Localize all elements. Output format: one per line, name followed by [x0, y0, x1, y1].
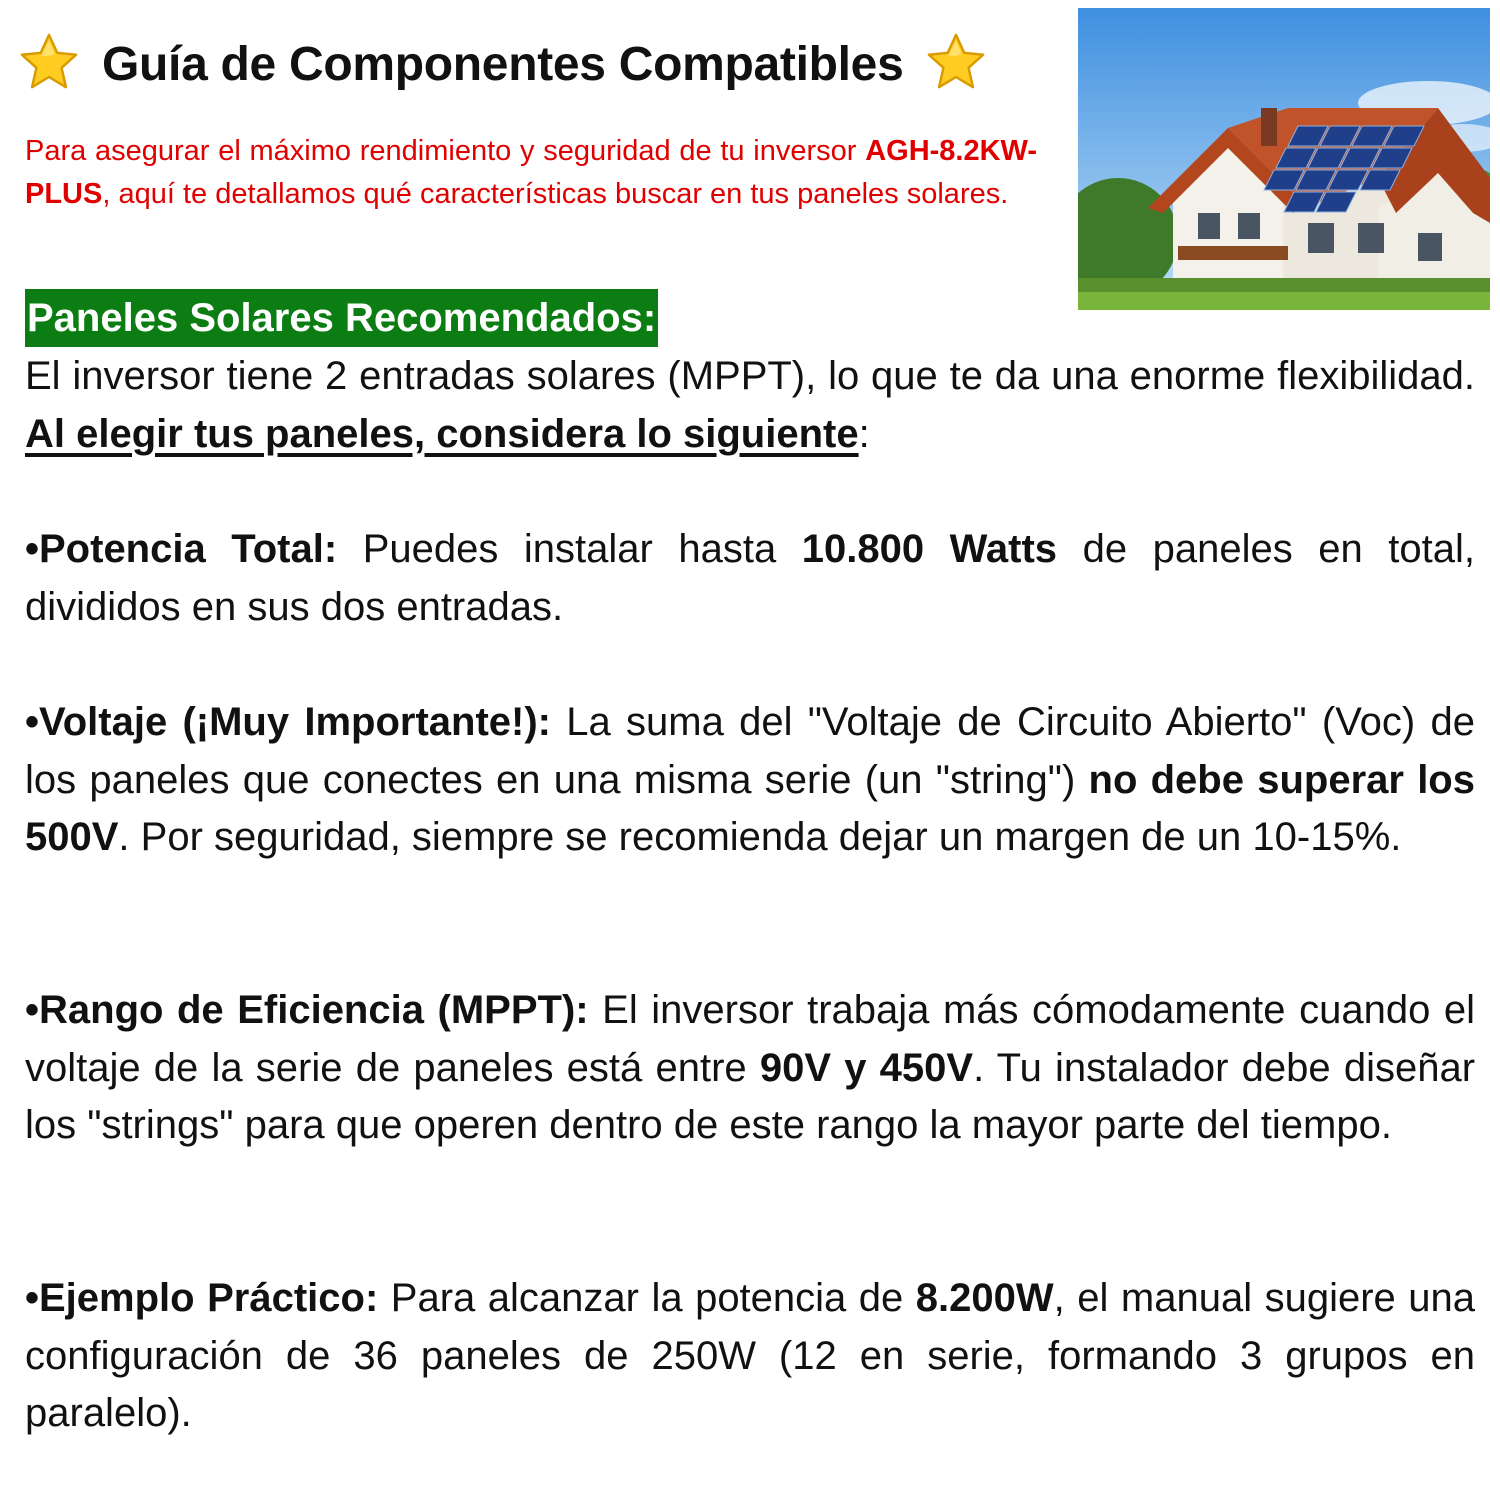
title-row [18, 28, 1058, 100]
bullet-label: •Rango de Eficiencia (MPPT): [25, 988, 589, 1032]
page-title: Guía de Componentes Compatibles [102, 37, 904, 91]
intro-text-1: Para asegurar el máximo rendimiento y seguridad de tu inversor [25, 135, 866, 167]
bullet-text: , el manual sugiere una configuración de 36 paneles de 250W (12 en serie, formando 3 grupos en paralelo). [25, 1276, 1476, 1435]
lead-emphasis: Al elegir tus paneles, considera lo siguiente [25, 411, 859, 456]
lead-paragraph [25, 348, 1475, 463]
intro-text-2: , aquí te detallamos qué características buscar en tus paneles solares. [102, 178, 1009, 210]
lead-text: El inversor tiene 2 entradas solares (MPPT), lo que te da una enorme flexibilidad. [25, 354, 1475, 398]
bullet-text: Puedes instalar hasta [337, 527, 802, 571]
bullet-text: de paneles en total, divididos en sus dos entradas. [25, 527, 1476, 629]
bullet-bold: no debe superar los 500V [25, 757, 1475, 859]
star-icon [18, 31, 80, 98]
bullet-label: •Potencia Total: [25, 527, 338, 571]
bullet-ejemplo [25, 1270, 1475, 1443]
bullet-label: •Ejemplo Práctico: [25, 1276, 379, 1320]
bullet-text: La suma del "Voltaje de Circuito Abierto" (Voc) de los paneles que conectes en una misma serie (un "string") [25, 700, 1475, 802]
bullet-label: •Voltaje (¡Muy Importante!): [25, 700, 551, 744]
bullet-bold: 10.800 Watts [801, 527, 1058, 571]
bullet-text: . Tu instalador debe diseñar los "strings" para que operen dentro de este rango la mayor parte del tiempo. [25, 1045, 1476, 1147]
bullet-potencia [25, 521, 1475, 636]
house-solar-photo [1078, 8, 1490, 310]
intro-paragraph [25, 130, 1037, 216]
star-icon [925, 31, 987, 98]
bullet-rango [25, 982, 1475, 1155]
bullet-voltaje [25, 694, 1475, 867]
bullet-bold: 8.200W [915, 1276, 1054, 1320]
bullet-text: . Por seguridad, siempre se recomienda dejar un margen de un 10-15%. [118, 815, 1402, 859]
bullet-text: El inversor trabaja más cómodamente cuando el voltaje de la serie de paneles está entre [25, 988, 1475, 1090]
bullet-text: Para alcanzar la potencia de [378, 1276, 916, 1320]
lead-end: : [858, 411, 870, 456]
bullet-bold: 90V y 450V [759, 1045, 974, 1090]
section-heading: Paneles Solares Recomendados: [25, 289, 658, 347]
inverter-model: AGH-8.2KW-PLUS [25, 135, 1037, 210]
